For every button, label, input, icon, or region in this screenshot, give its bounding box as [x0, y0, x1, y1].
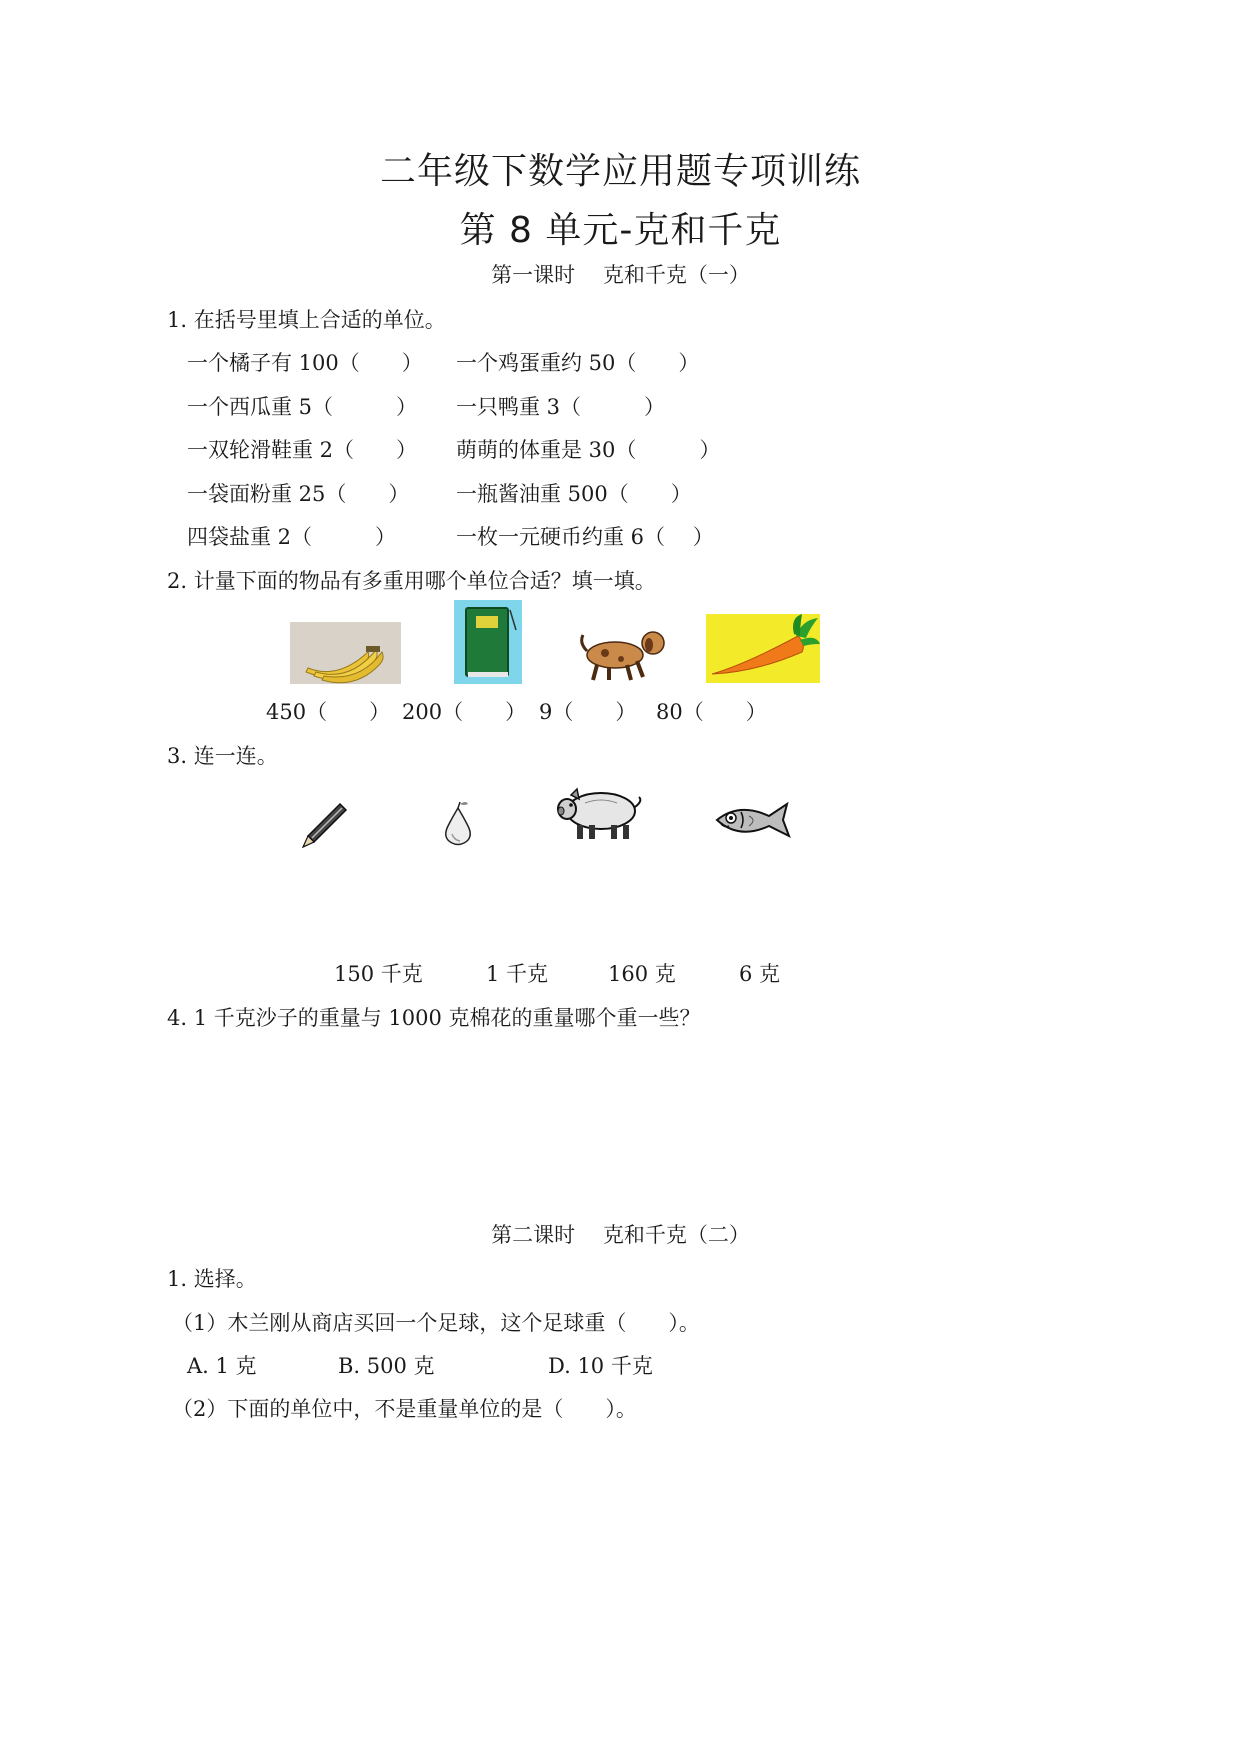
q2-blank: 450（ ） — [266, 700, 391, 724]
choice-a: A. 1 克 — [187, 1354, 257, 1378]
pencil-image — [300, 800, 350, 850]
q1-item: 四袋盐重 2（ ） — [187, 525, 397, 549]
bananas-image — [290, 622, 401, 684]
l2-q1-prompt: 1. 选择。 — [167, 1267, 257, 1291]
q1-item: 一只鸭重 3（ ） — [456, 395, 666, 419]
q1-item: 一枚一元硬币约重 6（ ） — [456, 525, 714, 549]
q2-blank: 80（ ） — [656, 700, 767, 724]
q3-option: 6 克 — [739, 962, 781, 986]
q3-option: 150 千克 — [334, 962, 423, 986]
q1-item: 一个西瓜重 5（ ） — [187, 395, 418, 419]
q3-option: 160 克 — [608, 962, 676, 986]
l2-q1-sub2: （2）下面的单位中，不是重量单位的是（ ）。 — [172, 1397, 637, 1421]
q1-item: 一个橘子有 100（ ） — [187, 351, 423, 375]
q4-prompt: 4. 1 千克沙子的重量与 1000 克棉花的重量哪个重一些？ — [167, 1006, 701, 1030]
page-subtitle: 第 8 单元-克和千克 — [459, 210, 782, 251]
dog-image — [575, 625, 671, 683]
q1-item: 一双轮滑鞋重 2（ ） — [187, 438, 418, 462]
q1-item: 一个鸡蛋重约 50（ ） — [456, 351, 700, 375]
carrot-image — [706, 614, 820, 683]
q2-blank: 200（ ） — [402, 700, 527, 724]
page-title: 二年级下数学应用题专项训练 — [379, 151, 861, 192]
q1-item: 一袋面粉重 25（ ） — [187, 482, 410, 506]
lesson2-heading: 第二课时 克和千克（二） — [491, 1223, 750, 1247]
lesson1-heading: 第一课时 克和千克（一） — [491, 263, 750, 287]
pear-image — [438, 800, 478, 846]
book-image — [454, 600, 522, 684]
pig-image — [555, 787, 645, 843]
q1-prompt: 1. 在括号里填上合适的单位。 — [167, 308, 446, 332]
q2-prompt: 2. 计量下面的物品有多重用哪个单位合适？填一填。 — [167, 569, 656, 593]
fish-image — [711, 798, 791, 842]
choice-d: D. 10 千克 — [548, 1354, 653, 1378]
choice-b: B. 500 克 — [338, 1354, 435, 1378]
q2-blank: 9（ ） — [539, 700, 637, 724]
q3-prompt: 3. 连一连。 — [167, 744, 278, 768]
l2-q1-sub1: （1）木兰刚从商店买回一个足球，这个足球重（ ）。 — [172, 1311, 700, 1335]
q1-item: 萌萌的体重是 30（ ） — [456, 438, 721, 462]
q3-option: 1 千克 — [486, 962, 549, 986]
q1-item: 一瓶酱油重 500（ ） — [456, 482, 692, 506]
